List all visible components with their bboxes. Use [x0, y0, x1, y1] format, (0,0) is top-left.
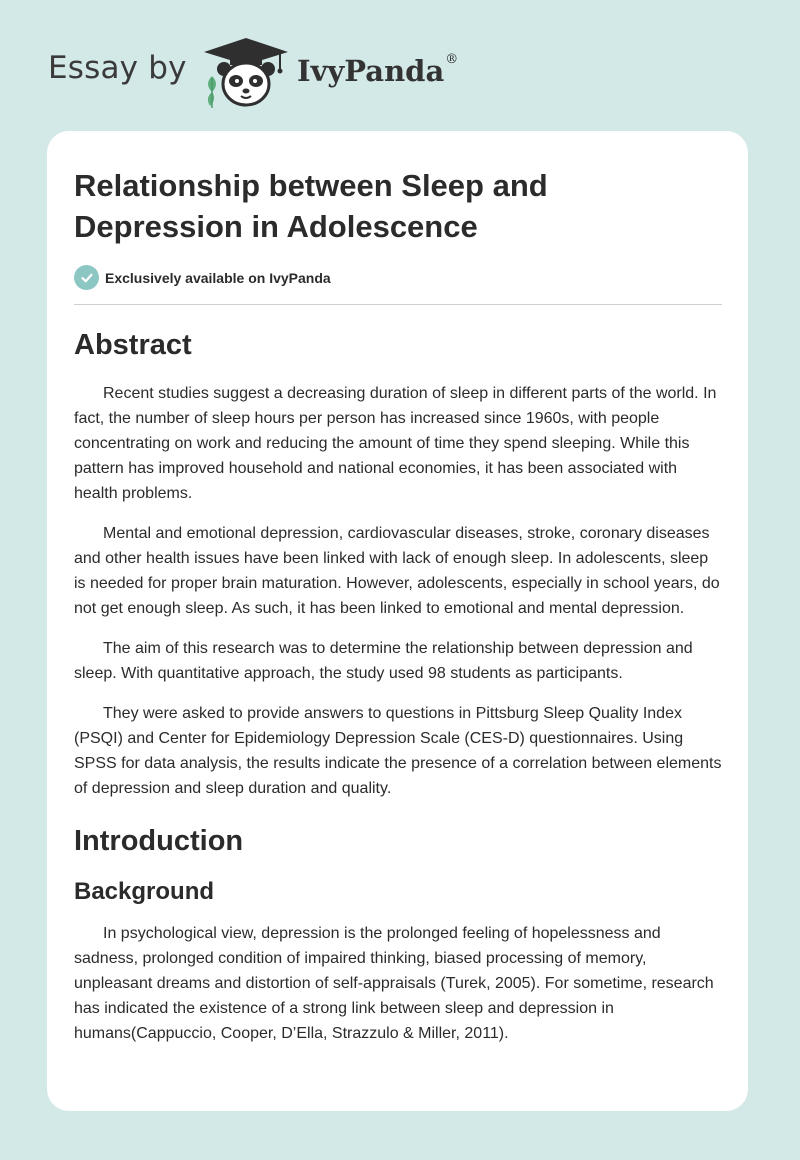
abstract-paragraph: Mental and emotional depression, cardiovascular diseases, stroke, coronary diseases and other health issues have been linked with lack of enough sleep. In adolescents, sleep is needed for proper brain maturation. However, adolescents, especially in school years, do not get enough sleep. As such, it has been linked to emotional and mental depression.: [74, 525, 720, 617]
introduction-paragraph: In psychological view, depression is the prolonged feeling of hopelessness and sadness, prolonged condition of impaired thinking, biased processing of memory, unpleasant dreams and distortion of self-appraisals (Turek, 2005). For sometime, research has indicated the existence of a strong link between sleep and depression in humans(Cappuccio, Cooper, D’Ella, Strazzulo & Miller, 2011).: [74, 925, 714, 1042]
abstract-paragraph: They were asked to provide answers to questions in Pittsburg Sleep Quality Index (PSQI) and Center for Epidemiology Depression Scale (CES-D) questionnaires. Using SPSS for data analysis, the results indicate the presence of a correlation between elements of depression and sleep duration and quality.: [74, 705, 722, 797]
divider: [74, 304, 722, 305]
article-title: Relationship between Sleep and Depression in Adolescence: [74, 168, 548, 244]
registered-mark: ®: [445, 52, 459, 67]
abstract-heading: Abstract: [74, 329, 192, 361]
introduction-heading: Introduction: [74, 825, 244, 857]
abstract-paragraph: Recent studies suggest a decreasing duration of sleep in different parts of the world. In fact, the number of sleep hours per person has increased since 1960s, with people concentrating on work and reducing the amount of time they spend sleeping. While this pattern has improved household and national economies, it has been associated with health problems.: [74, 385, 717, 502]
essay-by-label: Essay by: [48, 50, 187, 86]
article-card: [47, 131, 748, 1111]
availability-text: Exclusively available on IvyPanda: [105, 269, 331, 286]
availability-badge: [74, 265, 722, 290]
site-header: [0, 0, 800, 120]
brand-text: IvyPanda: [297, 54, 445, 88]
check-circle-icon: [74, 265, 99, 290]
background-subheading: Background: [74, 878, 215, 905]
brand-name[interactable]: [297, 54, 458, 88]
abstract-paragraph: The aim of this research was to determine the relationship between depression and sleep. With quantitative approach, the study used 98 students as participants.: [74, 640, 693, 682]
panda-logo-icon[interactable]: [200, 36, 292, 110]
